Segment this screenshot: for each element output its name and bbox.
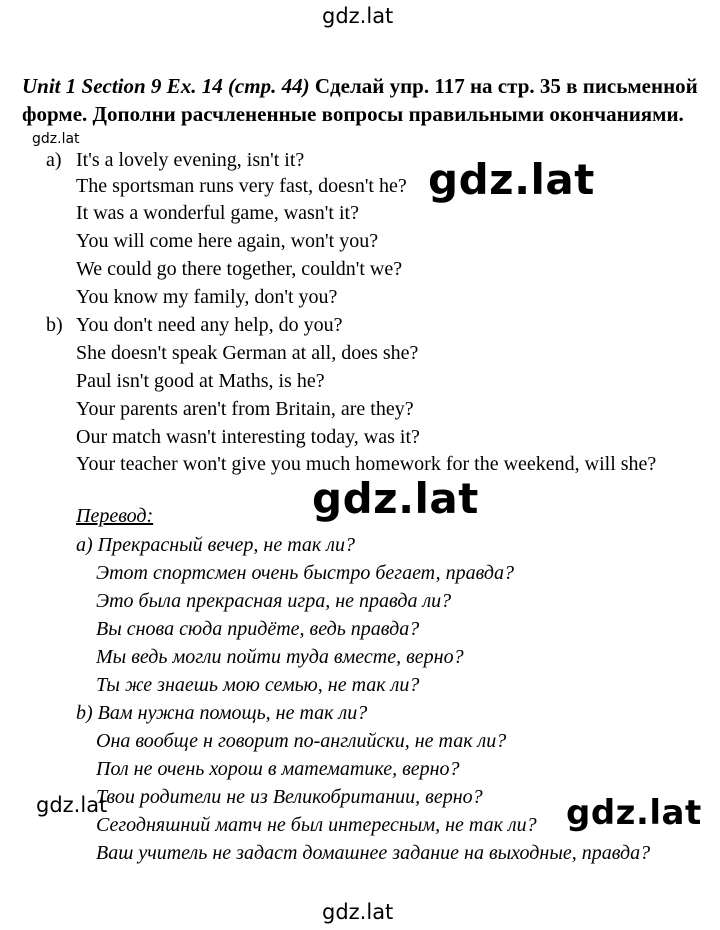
answer-line: It was a wonderful game, wasn't it?	[76, 202, 359, 224]
translation-line: Она вообще н говорит по-английски, не так ли?	[96, 730, 507, 752]
translation-line: а) Прекрасный вечер, не так ли?	[76, 534, 355, 556]
section-a-marker: a)	[46, 149, 62, 171]
answer-line: She doesn't speak German at all, does she?	[76, 342, 419, 364]
watermark-bottom: gdz.lat	[322, 900, 394, 924]
translation-line: b) Вам нужна помощь, не так ли?	[76, 702, 368, 724]
answer-line: Our match wasn't interesting today, was it?	[76, 426, 420, 448]
translation-line: Твои родители не из Великобритании, верно?	[96, 786, 483, 808]
translation-line: Это была прекрасная игра, не правда ли?	[96, 590, 452, 612]
exercise-instruction: Сделай упр. 117 на стр. 35 в письменной форме. Дополни расчлененные вопросы правильными окончаниями.	[22, 74, 698, 126]
answer-line: Your teacher won't give you much homework for the weekend, will she?	[76, 453, 657, 475]
translation-line: Пол не очень хорош в математике, верно?	[96, 758, 460, 780]
watermark-right-mid: gdz.lat	[566, 793, 702, 833]
section-b-marker: b)	[46, 314, 63, 336]
translation-line: Ты же знаешь мою семью, не так ли?	[96, 674, 420, 696]
answer-line: You will come here again, won't you?	[76, 230, 379, 252]
watermark-left-mid: gdz.lat	[36, 793, 108, 817]
answer-line: Your parents aren't from Britain, are they?	[76, 398, 414, 420]
translation-line: Ваш учитель не задаст домашнее задание на выходные, правда?	[96, 842, 651, 864]
translation-line: Мы ведь могли пойти туда вместе, верно?	[96, 646, 464, 668]
answer-line: The sportsman runs very fast, doesn't he?	[76, 175, 407, 197]
translation-title: Перевод:	[76, 505, 154, 527]
answer-line: We could go there together, couldn't we?	[76, 258, 403, 280]
translation-line: Этот спортсмен очень быстро бегает, правда?	[96, 562, 515, 584]
answer-line: You don't need any help, do you?	[76, 314, 343, 336]
watermark-big-1: gdz.lat	[428, 155, 595, 204]
translation-line: Вы снова сюда придёте, ведь правда?	[96, 618, 420, 640]
watermark-top: gdz.lat	[322, 4, 394, 28]
watermark-small-left: gdz.lat	[32, 131, 80, 147]
answer-line: Paul isn't good at Maths, is he?	[76, 370, 325, 392]
translation-line: Сегодняшний матч не был интересным, не так ли?	[96, 814, 537, 836]
watermark-big-2: gdz.lat	[312, 474, 479, 523]
exercise-reference: Unit 1 Section 9 Ex. 14 (стр. 44)	[22, 74, 310, 98]
answer-line: It's a lovely evening, isn't it?	[76, 149, 305, 171]
exercise-heading	[22, 72, 702, 128]
answer-line: You know my family, don't you?	[76, 286, 338, 308]
